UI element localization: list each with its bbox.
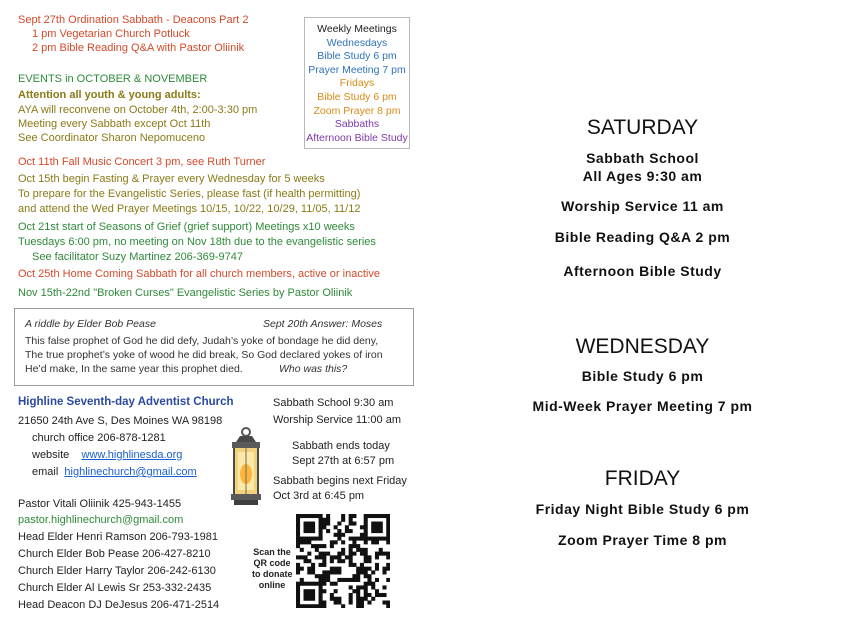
concert-line: Oct 11th Fall Music Concert 3 pm, see Ruth Turner xyxy=(18,156,266,168)
weekly-sabbaths: Sabbaths xyxy=(334,118,380,131)
sabbath-begins-label: Sabbath begins next Friday xyxy=(273,475,407,487)
head-elder-contact: Head Elder Henri Ramson 206-793-1981 xyxy=(18,531,218,543)
website-label: website xyxy=(32,449,70,461)
lantern-icon xyxy=(222,426,270,508)
weekly-wed-prayer: Prayer Meeting 7 pm xyxy=(308,63,406,76)
saturday-worship: Worship Service 11 am xyxy=(561,198,724,214)
saturday-bible-reading: Bible Reading Q&A 2 pm xyxy=(554,229,731,245)
church-email-row xyxy=(32,466,197,479)
grief-line-2: Tuesdays 6:00 pm, no meeting on Nov 18th due to the evangelistic series xyxy=(18,236,376,248)
sabbath-ends-label: Sabbath ends today xyxy=(292,440,390,452)
aya-line-3: See Coordinator Sharon Nepomuceno xyxy=(18,132,206,144)
potluck-line: 1 pm Vegetarian Church Potluck xyxy=(32,28,190,40)
aya-line-2: Meeting every Sabbath except Oct 11th xyxy=(18,118,211,130)
wednesday-prayer: Mid-Week Prayer Meeting 7 pm xyxy=(532,398,753,414)
weekly-wed-bible-study: Bible Study 6 pm xyxy=(317,50,397,63)
riddle-answer: Sept 20th Answer: Moses xyxy=(263,318,383,330)
ordination-line: Sept 27th Ordination Sabbath - Deacons Part 2 xyxy=(18,14,249,26)
elder-lewis-contact: Church Elder Al Lewis Sr 253-332-2435 xyxy=(18,582,212,594)
qr-caption xyxy=(252,547,292,591)
worship-service-time: Worship Service 11:00 am xyxy=(273,414,401,426)
qr-caption-line-3: to donate xyxy=(252,569,293,579)
pastor-email: pastor.highlinechurch@gmail.com xyxy=(18,514,184,526)
sabbath-begins-time: Oct 3rd at 6:45 pm xyxy=(273,490,365,502)
church-name: Highline Seventh-day Adventist Church xyxy=(18,396,234,408)
elder-taylor-contact: Church Elder Harry Taylor 206-242-6130 xyxy=(18,565,216,577)
riddle-line-1: This false prophet of God he did defy, Judah’s yoke of bondage he did deny, xyxy=(25,335,379,347)
friday-zoom-prayer: Zoom Prayer Time 8 pm xyxy=(558,532,727,548)
riddle-line-2: The true prophet’s yoke of wood he did break, So God declared yokes of iron xyxy=(25,349,383,361)
grief-line-3: See facilitator Suzy Martinez 206-369-9747 xyxy=(32,251,243,263)
pastor-contact: Pastor Vitali Oliinik 425-943-1455 xyxy=(18,498,182,510)
saturday-all-ages: All Ages 9:30 am xyxy=(582,168,703,184)
riddle-question: Who was this? xyxy=(279,363,348,375)
fasting-line-2: To prepare for the Evangelistic Series, please fast (if health permitting) xyxy=(18,188,361,200)
wednesday-bible-study: Bible Study 6 pm xyxy=(581,368,704,384)
aya-line-1: AYA will reconvene on October 4th, 2:00-3:30 pm xyxy=(18,104,258,116)
grief-line-1: Oct 21st start of Seasons of Grief (grief support) Meetings x10 weeks xyxy=(18,221,355,233)
riddle-box xyxy=(14,308,414,386)
elder-pease-contact: Church Elder Bob Pease 206-427-8210 xyxy=(18,548,211,560)
riddle-line-3: He’d make, In the same year this prophet died. xyxy=(25,363,243,375)
qr-caption-line-4: online xyxy=(258,580,286,590)
evangelistic-series-line: Nov 15th-22nd "Broken Curses" Evangelistic Series by Pastor Oliinik xyxy=(18,287,353,299)
weekly-wednesdays: Wednesdays xyxy=(326,36,388,49)
email-link[interactable]: highlinechurch@gmail.com xyxy=(64,466,197,478)
riddle-title: A riddle by Elder Bob Pease xyxy=(25,318,156,330)
weekly-fri-zoom: Zoom Prayer 8 pm xyxy=(313,104,401,117)
qr-code-icon[interactable] xyxy=(296,514,390,608)
youth-attention: Attention all youth & young adults: xyxy=(18,89,201,101)
head-deacon-contact: Head Deacon DJ DeJesus 206-471-2514 xyxy=(18,599,220,611)
wednesday-heading: WEDNESDAY xyxy=(575,335,710,358)
sabbath-school-time: Sabbath School 9:30 am xyxy=(273,397,394,409)
weekly-meetings-box xyxy=(304,17,410,149)
saturday-sabbath-school: Sabbath School xyxy=(586,150,699,166)
qr-caption-line-1: Scan the xyxy=(253,547,291,557)
bible-qa-line: 2 pm Bible Reading Q&A with Pastor Oliinik xyxy=(32,42,245,54)
friday-bible-study: Friday Night Bible Study 6 pm xyxy=(535,501,750,517)
weekly-fri-bible-study: Bible Study 6 pm xyxy=(317,90,397,103)
email-label: email xyxy=(32,466,59,478)
church-address: 21650 24th Ave S, Des Moines WA 98198 xyxy=(18,415,223,427)
qr-caption-line-2: QR code xyxy=(253,558,291,568)
weekly-sab-bible-study: Afternoon Bible Study xyxy=(306,131,408,144)
church-office-phone: church office 206-878-1281 xyxy=(32,432,166,444)
saturday-afternoon-study: Afternoon Bible Study xyxy=(563,263,722,279)
homecoming-line: Oct 25th Home Coming Sabbath for all church members, active or inactive xyxy=(18,268,380,280)
weekly-fridays: Fridays xyxy=(339,77,375,90)
friday-heading: FRIDAY xyxy=(604,467,681,490)
website-link[interactable]: www.highlinesda.org xyxy=(81,449,183,461)
events-heading: EVENTS in OCTOBER & NOVEMBER xyxy=(18,73,208,85)
church-website-row xyxy=(32,449,182,462)
fasting-line-1: Oct 15th begin Fasting & Prayer every Wednesday for 5 weeks xyxy=(18,173,325,185)
weekly-title: Weekly Meetings xyxy=(317,23,397,35)
fasting-line-3: and attend the Wed Prayer Meetings 10/15, 10/22, 10/29, 11/05, 11/12 xyxy=(18,203,361,215)
saturday-heading: SATURDAY xyxy=(586,116,699,139)
sabbath-ends-time: Sept 27th at 6:57 pm xyxy=(292,455,395,467)
